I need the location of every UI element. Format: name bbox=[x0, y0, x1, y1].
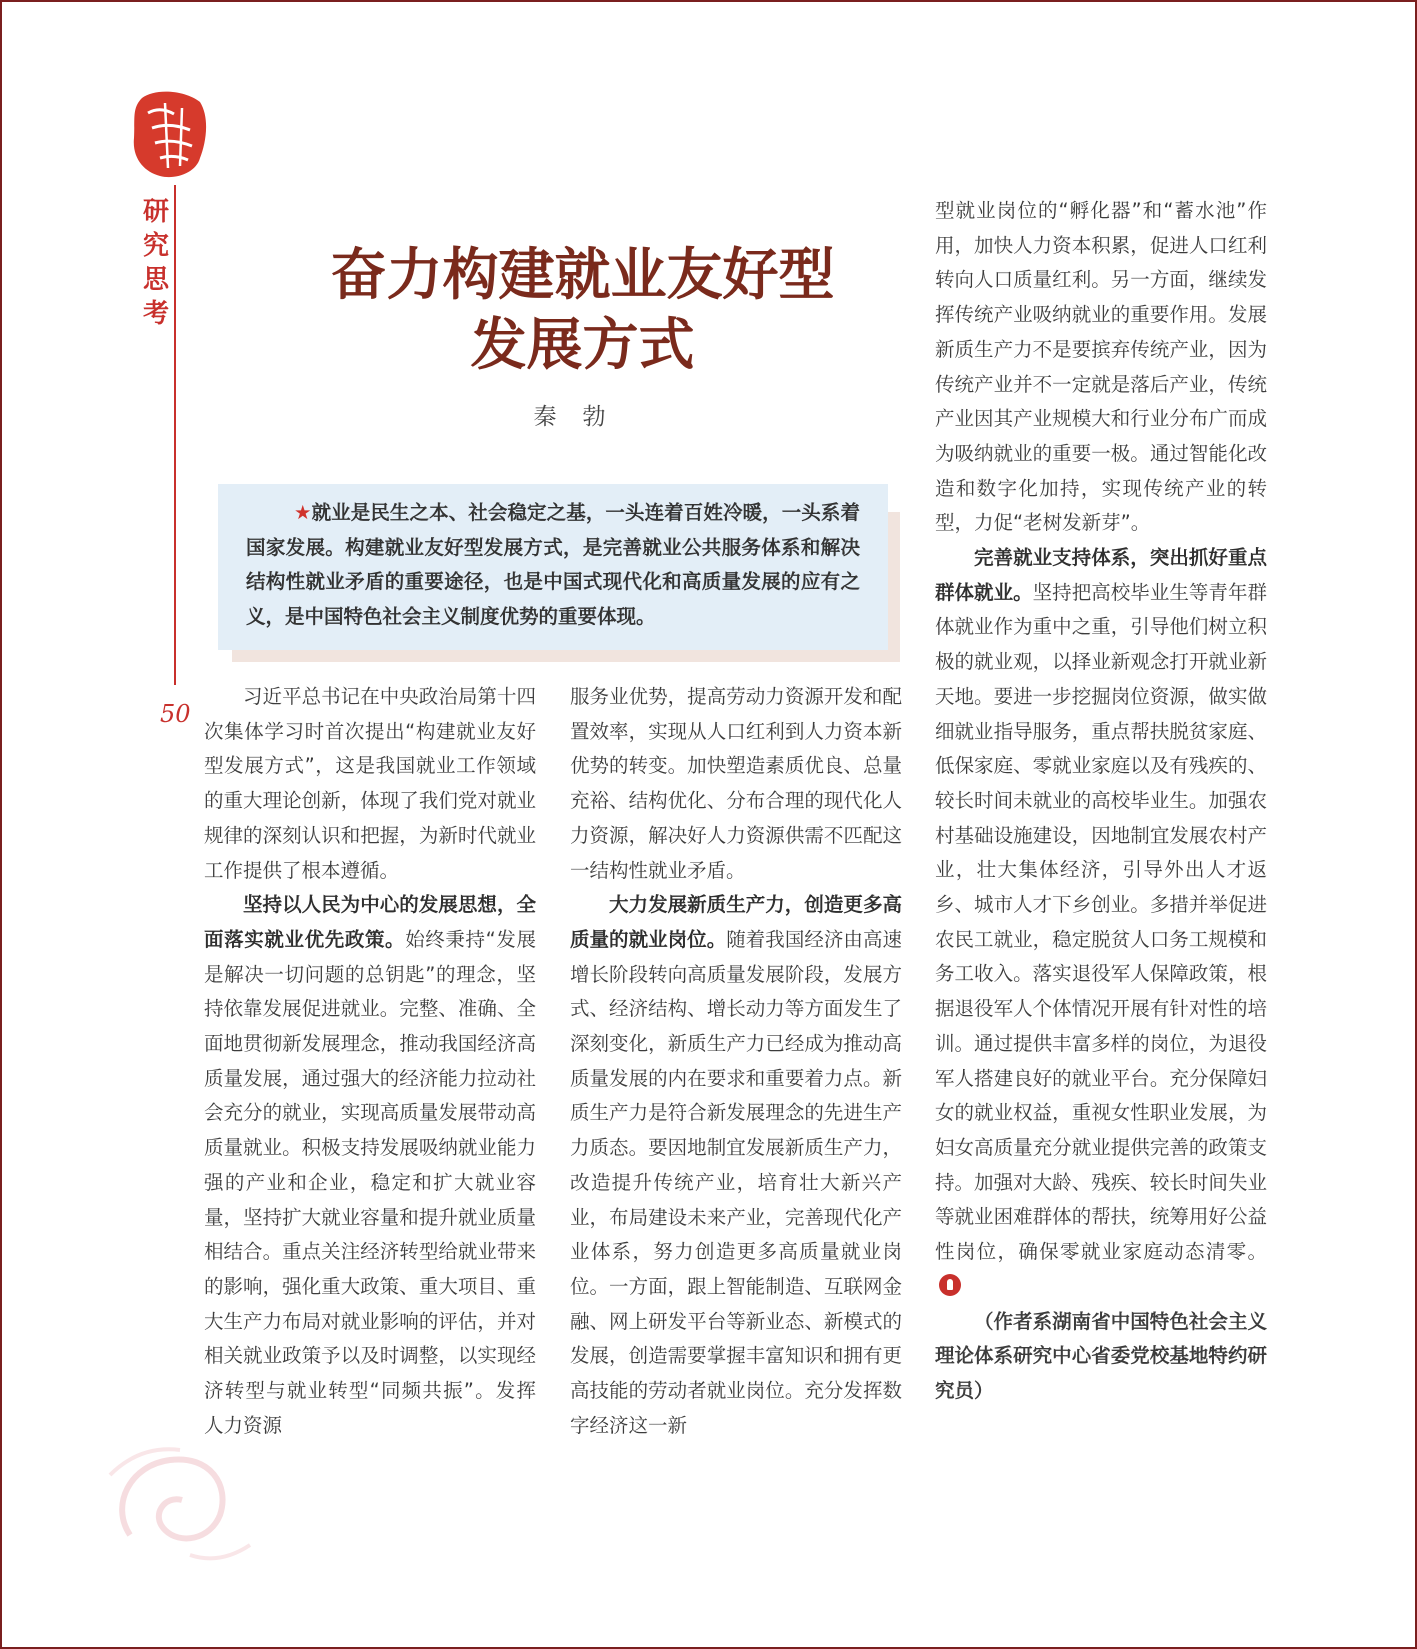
end-mark-icon bbox=[939, 1274, 961, 1296]
paragraph-body: 坚持把高校毕业生等青年群体就业作为重中之重，引导他们树立积极的就业观，以择业新观念打开就业新天地。要进一步挖掘岗位资源，做实做细就业指导服务，重点帮扶脱贫家庭、低保家庭、零就业家庭以及有残疾的、较长时间未就业的高校毕业生。加强农村基础设施建设，因地制宜发展农村产业，壮大集体经济，引导外出人才返乡、城市人才下乡创业。多措并举促进农民工就业，稳定脱贫人口务工规模和务工收入。落实退役军人保障政策，根据退役军人个体情况开展有针对性的培训。通过提供丰富多样的岗位，为退役军人搭建良好的就业平台。充分保障妇女的就业权益，重视女性职业发展，为妇女高质量充分就业提供完善的政策支持。加强对大龄、残疾、较长时间失业等就业困难群体的帮扶，统筹用好公益性岗位，确保零就业家庭动态清零。 bbox=[935, 580, 1267, 1264]
abstract-box bbox=[218, 484, 888, 650]
paragraph-lead: 坚持以人民为中心的发展思想，全面落实就业优先政策。 bbox=[204, 893, 536, 951]
paragraph: 型就业岗位的“孵化器”和“蓄水池”作用，加快人力资本积累，促进人口红利转向人口质量红利。另一方面，继续发挥传统产业吸纳就业的重要作用。发展新质生产力不是要摈弃传统产业，因为传统产业并不一定就是落后产业，传统产业因其产业规模大和行业分布广而成为吸纳就业的重要一极。通过智能化改造和数字化加持，实现传统产业的转型，力促“老树发新芽”。 bbox=[935, 199, 1267, 535]
page-number: 50 bbox=[160, 700, 191, 728]
section-label: 研究思考 bbox=[142, 197, 169, 329]
author: 秦勃 bbox=[533, 404, 632, 430]
column-3 bbox=[935, 194, 1267, 1409]
decorative-watermark bbox=[90, 1415, 260, 1585]
paragraph-lead: 大力发展新质生产力，创造更多高质量的就业岗位。 bbox=[570, 893, 902, 951]
paragraph-body: 始终秉持“发展是解决一切问题的总钥匙”的理念，坚持依靠发展促进就业。完整、准确、全面地贯彻新发展理念，推动我国经济高质量发展，通过强大的经济能力拉动社会充分的就业，实现高质量发展带动高质量就业。积极支持发展吸纳就业能力强的产业和企业，稳定和扩大就业容量，坚持扩大就业容量和提升就业质量相结合。重点关注经济转型给就业带来的影响，强化重大政策、重大项目、重大生产力布局对就业影响的评估，并对相关就业政策予以及时调整，以实现经济转型与就业转型“同频共振”。发挥人力资源 bbox=[204, 927, 536, 1437]
article-title bbox=[290, 240, 875, 380]
title-line-1: 奋力构建就业友好型 bbox=[330, 242, 835, 308]
column-1 bbox=[204, 680, 536, 1443]
paragraph-lead: 完善就业支持体系，突出抓好重点群体就业。 bbox=[935, 546, 1267, 604]
paragraph bbox=[935, 541, 1267, 1304]
paragraph: 服务业优势，提高劳动力资源开发和配置效率，实现从人口红利到人力资本新优势的转变。加快塑造素质优良、总量充裕、结构优化、分布合理的现代化人力资源，解决好人力资源供需不匹配这一结构性就业矛盾。 bbox=[570, 685, 902, 882]
paragraph bbox=[204, 888, 536, 1443]
logo-seal bbox=[130, 88, 210, 183]
section-divider bbox=[174, 185, 176, 685]
title-line-2: 发展方式 bbox=[470, 312, 695, 378]
author-note: （作者系湖南省中国特色社会主义理论体系研究中心省委党校基地特约研究员） bbox=[935, 1309, 1267, 1402]
paragraph-body: 随着我国经济由高速增长阶段转向高质量发展阶段，发展方式、经济结构、增长动力等方面发生了深刻变化，新质生产力已经成为推动高质量发展的内在要求和重要着力点。新质生产力是符合新发展理念的先进生产力质态。要因地制宜发展新质生产力，改造提升传统产业，培育壮大新兴产业，布局建设未来产业，完善现代化产业体系，努力创造更多高质量就业岗位。一方面，跟上智能制造、互联网金融、网上研发平台等新业态、新模式的发展，创造需要掌握丰富知识和拥有更高技能的劳动者就业岗位。充分发挥数字经济这一新 bbox=[570, 927, 902, 1437]
star-icon: ★ bbox=[294, 501, 312, 524]
paragraph: 习近平总书记在中央政治局第十四次集体学习时首次提出“构建就业友好型发展方式”，这是我国就业工作领域的重大理论创新，体现了我们党对就业规律的深刻认识和把握，为新时代就业工作提供了根本遵循。 bbox=[204, 685, 536, 882]
paragraph bbox=[570, 888, 902, 1443]
column-2 bbox=[570, 680, 902, 1443]
abstract-text: 就业是民生之本、社会稳定之基，一头连着百姓冷暖，一头系着国家发展。构建就业友好型发展方式，是完善就业公共服务体系和解决结构性就业矛盾的重要途径，也是中国式现代化和高质量发展的应有之义，是中国特色社会主义制度优势的重要体现。 bbox=[246, 501, 860, 628]
